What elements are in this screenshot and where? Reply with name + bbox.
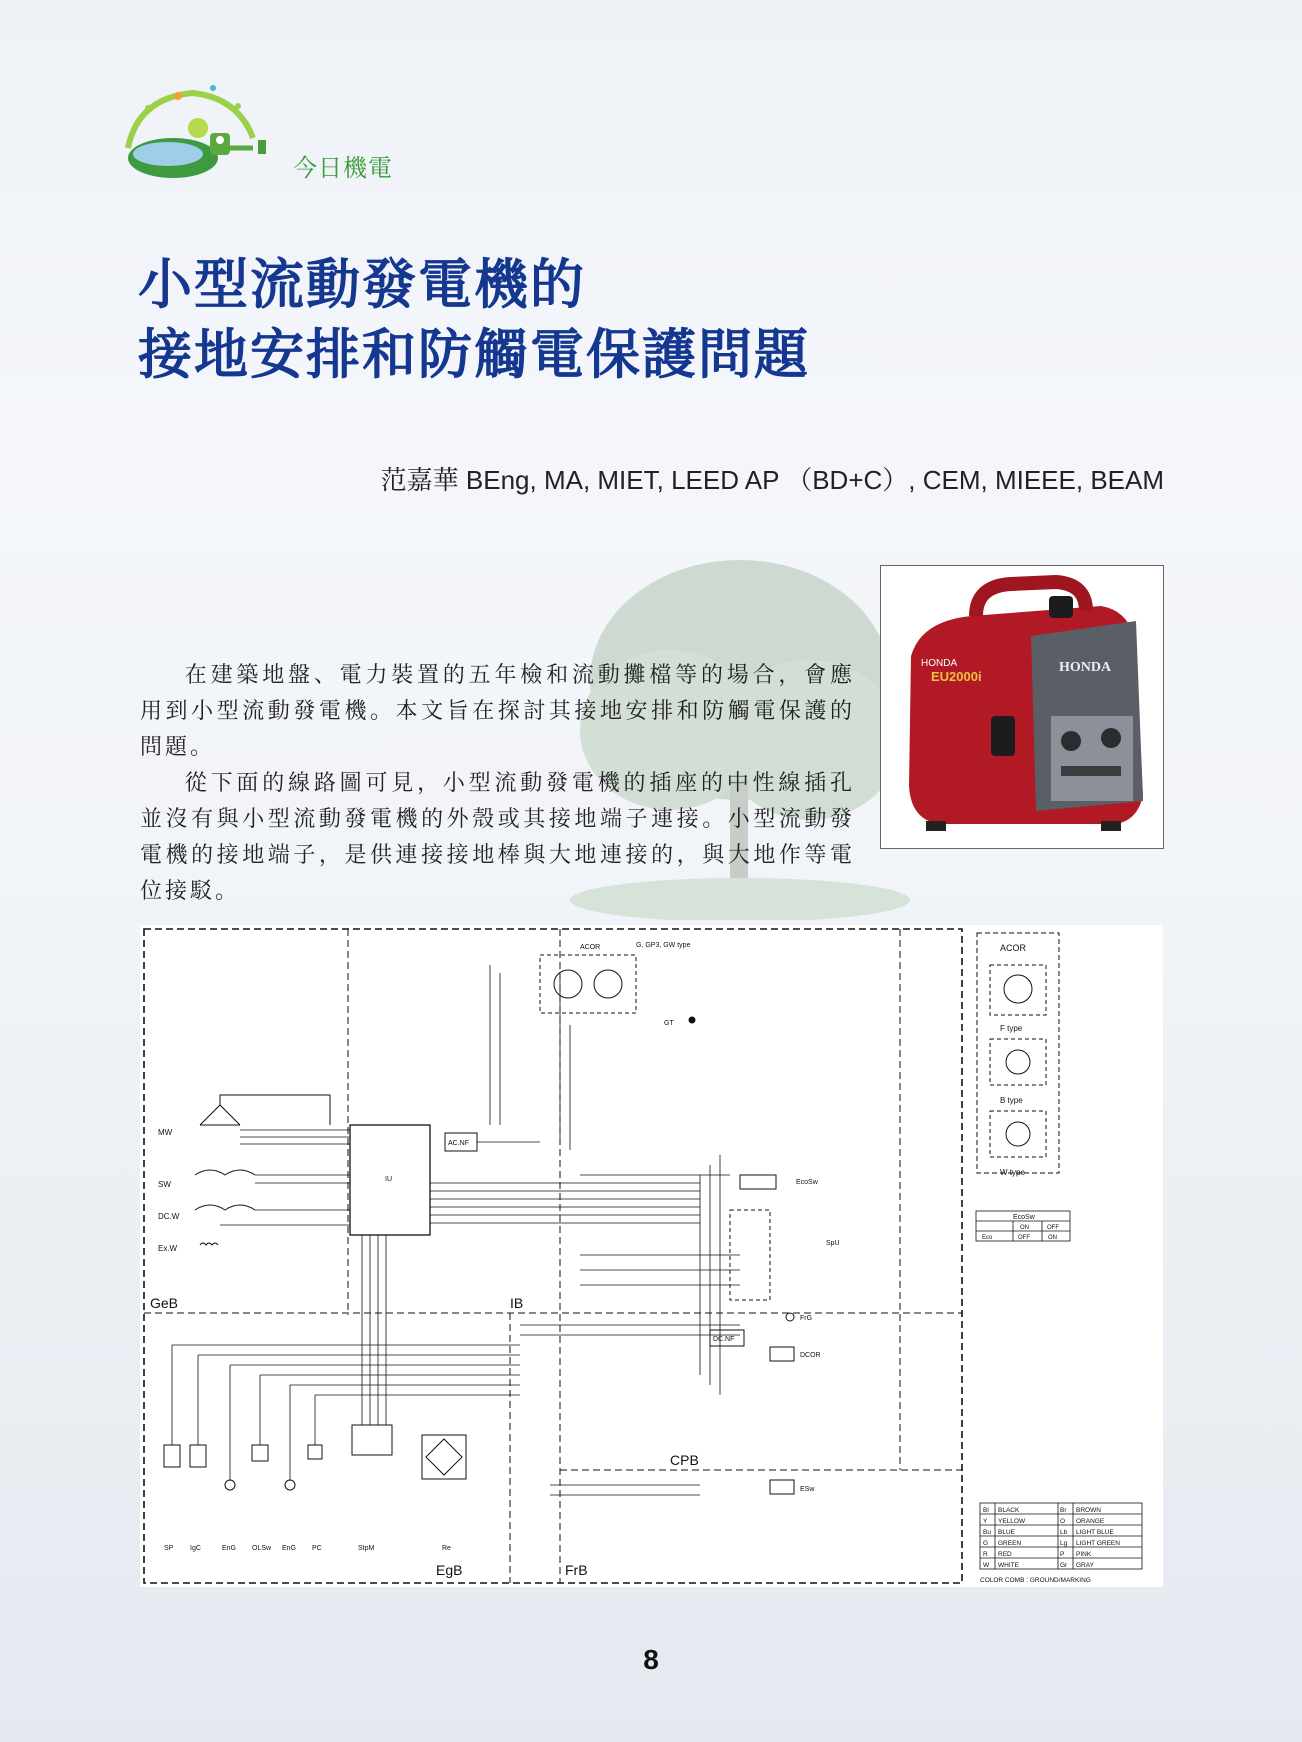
frg-label: FrG [800, 1315, 813, 1322]
color-code: O [1060, 1518, 1066, 1525]
sp-label: SP [164, 1545, 174, 1552]
page-number: 8 [643, 1644, 659, 1675]
generator-brand-text: HONDA [1059, 660, 1112, 675]
color-name: GREEN [998, 1540, 1022, 1547]
generator-illustration [881, 566, 1163, 848]
g-type-label: G, GP3, GW type [636, 942, 691, 949]
acnf-label: AC.NF [448, 1140, 469, 1147]
ecosw-row-off: ON [1048, 1235, 1057, 1241]
dcor-label: DCOR [800, 1352, 821, 1359]
article-title-line1: 小型流動發電機的 [138, 253, 586, 316]
color-code: W [983, 1562, 990, 1569]
color-code: Gr [1060, 1562, 1068, 1569]
cpb-label: CPB [670, 1452, 699, 1468]
color-code: Br [1060, 1507, 1067, 1514]
ecosw-header-off: OFF [1047, 1225, 1059, 1231]
ib-label: IB [510, 1295, 524, 1311]
dcnf-label: DC.NF [713, 1336, 735, 1343]
article-title-line2: 接地安排和防觸電保護問題 [138, 323, 810, 386]
generator-model-text: EU2000i [931, 669, 982, 684]
color-name: YELLOW [998, 1518, 1026, 1525]
color-code: Lg [1060, 1540, 1068, 1547]
paragraph-wiring [140, 766, 855, 910]
exw-label: Ex.W [158, 1244, 178, 1253]
ecosw-table-title: EcoSw [1013, 1214, 1035, 1221]
w-type-label: W type [1000, 1168, 1025, 1177]
stpm-label: StpM [358, 1545, 375, 1552]
b-type-label: B type [1000, 1096, 1023, 1105]
egb-label: EgB [436, 1562, 463, 1578]
generator-photo [880, 565, 1164, 849]
color-code: Y [983, 1518, 988, 1525]
color-name: BROWN [1076, 1507, 1101, 1514]
frb-label: FrB [565, 1562, 588, 1578]
color-name: WHITE [998, 1562, 1019, 1569]
wiring-diagram [140, 925, 1163, 1587]
acor-types-label: ACOR [1000, 943, 1027, 953]
color-code: Bu [983, 1529, 991, 1536]
esw-label: ESw [800, 1486, 815, 1493]
color-name: LIGHT GREEN [1076, 1540, 1120, 1547]
re-label: Re [442, 1545, 451, 1552]
article-title [138, 250, 810, 390]
paragraph-intro [140, 658, 855, 766]
color-name: LIGHT BLUE [1076, 1529, 1114, 1536]
mw-label: MW [158, 1128, 173, 1137]
ecosw-row-on: OFF [1018, 1235, 1030, 1241]
paragraph-intro-text: 在建築地盤、電力裝置的五年檢和流動攤檔等的場合，會應用到小型流動發電機。本文旨在探討其接地安排和防觸電保護的問題。 [140, 663, 855, 760]
eng-label-2: EnG [282, 1545, 297, 1552]
spu-label: SpU [826, 1240, 840, 1247]
color-table-footer: COLOR COMB : GROUND/MARKING [980, 1577, 1091, 1584]
igc-label: IgC [190, 1545, 201, 1552]
article-author: 范嘉華 BEng, MA, MIET, LEED AP （BD+C）, CEM, MIEEE, BEAM [380, 465, 1164, 495]
color-code: P [1060, 1551, 1065, 1558]
iu-label: IU [385, 1176, 392, 1183]
dcw-label: DC.W [158, 1212, 180, 1221]
magazine-name: 今日機電 [293, 154, 393, 182]
color-name: BLACK [998, 1507, 1020, 1514]
magazine-logo [118, 78, 288, 188]
color-code: R [983, 1551, 988, 1558]
acor-label: ACOR [580, 944, 601, 951]
eng-label-1: EnG [222, 1545, 237, 1552]
sw-label: SW [158, 1180, 171, 1189]
color-code: Bl [983, 1507, 989, 1514]
pc-label: PC [312, 1545, 322, 1552]
color-code: G [983, 1540, 989, 1547]
generator-photo-label: HONDA [921, 658, 958, 669]
gt-label: GT [664, 1020, 674, 1027]
ecosw-header-on: ON [1020, 1225, 1029, 1231]
ecosw-label: EcoSw [796, 1179, 818, 1186]
geb-label: GeB [150, 1295, 179, 1311]
color-name: BLUE [998, 1529, 1015, 1536]
color-code: Lb [1060, 1529, 1068, 1536]
f-type-label: F type [1000, 1024, 1023, 1033]
paragraph-wiring-text: 從下面的線路圖可見，小型流動發電機的插座的中性線插孔並沒有與小型流動發電機的外殼或其接地端子連接。小型流動發電機的接地端子，是供連接接地棒與大地連接的，與大地作等電位接駁。 [140, 771, 855, 904]
color-name: GRAY [1076, 1562, 1094, 1569]
ecosw-row-label: Eco [982, 1235, 993, 1241]
olsw-label: OLSw [252, 1545, 272, 1552]
color-name: PINK [1076, 1551, 1092, 1558]
color-name: ORANGE [1076, 1518, 1105, 1525]
color-name: RED [998, 1551, 1012, 1558]
